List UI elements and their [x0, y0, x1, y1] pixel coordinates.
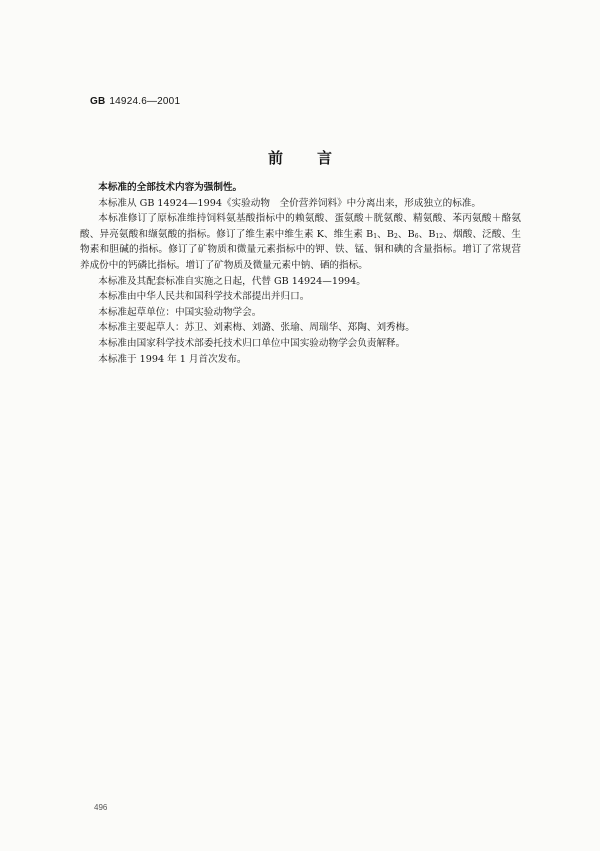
foreword-body	[80, 180, 521, 367]
title-char-2: 言	[317, 149, 333, 167]
paragraph-separation: 本标准从 GB 14924—1994《实验动物 全价营养饲料》中分离出来，形成独立的标准。	[98, 197, 481, 209]
standard-number	[90, 96, 180, 107]
revisions-text-1: 本标准修订了原标准维持饲料氨基酸指标中的赖氨酸、蛋氨酸＋胱氨酸、精氨酸、苯丙氨酸＋酪氨酸、异亮氨酸和缬氨酸的指标。修订了维生素中维生素 K、维生素 B	[80, 213, 521, 240]
paragraph-drafters: 本标准主要起草人：苏卫、刘素梅、刘潞、张瑜、周瑞华、郑陶、刘秀梅。	[98, 322, 415, 334]
paragraph-proposer: 本标准由中华人民共和国科学技术部提出并归口。	[98, 291, 310, 303]
subscript-12: 12	[435, 232, 444, 240]
subscript-1: 1	[373, 232, 378, 240]
title-char-1: 前	[267, 149, 283, 167]
standard-prefix: GB	[90, 96, 106, 107]
page-number: 496	[94, 803, 108, 812]
paragraph-interpretation: 本标准由国家科学技术部委托技术归口单位中国实验动物学会负责解释。	[98, 337, 406, 349]
subscript-2: 2	[393, 232, 398, 240]
revisions-text-5: 、烟酸、泛酸、生物素和胆碱的指标。修订了矿物质和微量元素指标中的钾、铁、锰、铜和碘的含量指标。增订了常规营养成份中的钙磷比指标。增订了矿物质及微量元素中钠、硒的指标。	[80, 228, 521, 271]
page-title	[0, 147, 600, 168]
revisions-text-4: 、B	[418, 228, 436, 240]
paragraph-first-issue: 本标准于 1994 年 1 月首次发布。	[98, 353, 247, 365]
revisions-text-3: 、B	[397, 228, 415, 240]
paragraph-revisions	[80, 211, 521, 273]
paragraph-replacement: 本标准及其配套标准自实施之日起，代替 GB 14924—1994。	[98, 275, 366, 287]
revisions-text-2: 、B	[377, 228, 394, 240]
standard-code: 14924.6—2001	[109, 96, 181, 107]
subscript-6: 6	[414, 232, 419, 240]
paragraph-drafting-unit: 本标准起草单位：中国实验动物学会。	[98, 306, 262, 318]
paragraph-mandatory: 本标准的全部技术内容为强制性。	[98, 182, 243, 193]
